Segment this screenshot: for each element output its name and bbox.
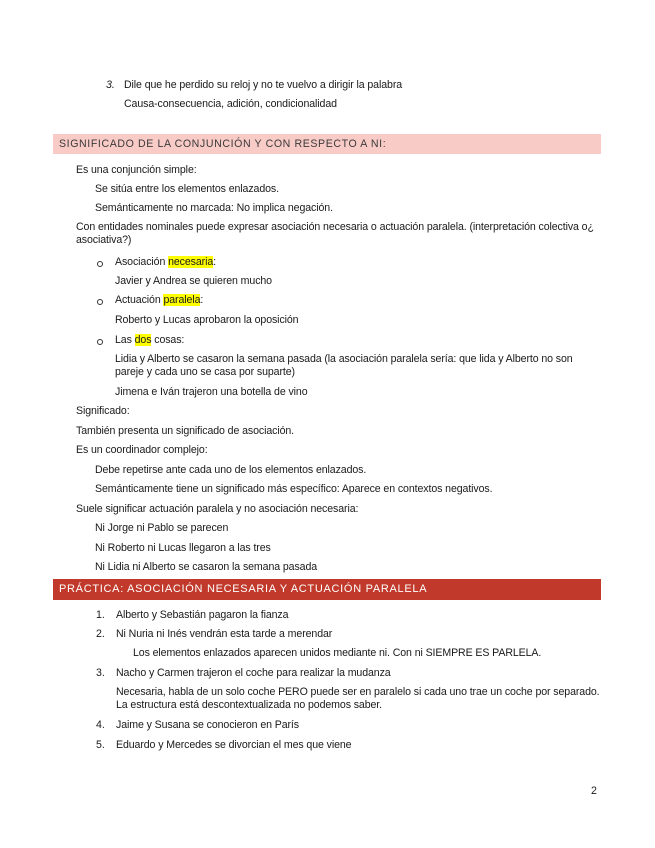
example: Jimena e Iván trajeron una botella de vino [115,386,308,398]
paragraph: También presenta un significado de asociación. [76,425,295,437]
list-item-note: Los elementos enlazados aparecen unidos mediante ni. Con ni SIEMPRE ES PARLELA. [133,647,542,659]
list-item-text: Nacho y Carmen trajeron el coche para realizar la mudanza [116,667,391,679]
paragraph: Suele significar actuación paralela y no asociación necesaria: [76,503,359,515]
list-item-text: Dile que he perdido su reloj y no te vuelvo a dirigir la palabra [124,79,403,91]
bullet-icon [97,261,103,267]
section-heading: SIGNIFICADO DE LA CONJUNCIÓN Y CON RESPECTO A NI: [59,138,387,150]
paragraph: Significado: [76,405,130,417]
list-number: 2. [96,628,105,640]
list-number: 3. [96,667,105,679]
paragraph: Es un coordinador complejo: [76,444,208,456]
highlight: dos [134,334,152,346]
paragraph: Semánticamente tiene un significado más específico: Aparece en contextos negativos. [95,483,493,495]
example: Lidia y Alberto se casaron la semana pasada (la asociación paralela sería: que lida y Alberto no son pareje y cada uno se casa por suparte) [115,353,573,378]
paragraph: Es una conjunción simple: [76,164,197,176]
list-item-text: Alberto y Sebastián pagaron la fianza [116,609,289,621]
bullet-item: Asociación necesaria: [115,256,216,268]
section-heading-band [53,134,601,154]
example: Ni Jorge ni Pablo se parecen [95,522,229,534]
page-number: 2 [591,785,597,797]
highlight: paralela [163,294,201,306]
highlight: necesaria [168,256,214,268]
list-item-text: Ni Nuria ni Inés vendrán esta tarde a merendar [116,628,333,640]
section-heading: PRÁCTICA: ASOCIACIÓN NECESARIA Y ACTUACIÓN PARALELA [59,583,428,595]
example: Ni Lidia ni Alberto se casaron la semana pasada [95,561,318,573]
list-item-text: Jaime y Susana se conocieron en París [116,719,299,731]
example: Roberto y Lucas aprobaron la oposición [115,314,299,326]
paragraph: Semánticamente no marcada: No implica negación. [95,202,333,214]
paragraph: Con entidades nominales puede expresar asociación necesaria o actuación paralela. (interpretación colectiva o¿ asociativa?) [76,221,594,246]
list-item-note: Necesaria, habla de un solo coche PERO puede ser en paralelo si cada uno trae un coche por separado. La estructura está descontextualizada no podemos saber. [116,686,600,711]
paragraph: Se sitúa entre los elementos enlazados. [95,183,279,195]
list-item-note: Causa-consecuencia, adición, condicionalidad [124,98,337,110]
paragraph: Debe repetirse ante cada uno de los elementos enlazados. [95,464,367,476]
list-item-text: Eduardo y Mercedes se divorcian el mes que viene [116,739,352,751]
list-number: 4. [96,719,105,731]
bullet-icon [97,299,103,305]
list-number: 3. [106,79,115,91]
bullet-item: Actuación paralela: [115,294,204,306]
example: Ni Roberto ni Lucas llegaron a las tres [95,542,271,554]
example: Javier y Andrea se quieren mucho [115,275,272,287]
list-number: 1. [96,609,105,621]
section-heading-band [53,579,601,600]
bullet-icon [97,339,103,345]
bullet-item: Las dos cosas: [115,334,185,346]
list-number: 5. [96,739,105,751]
